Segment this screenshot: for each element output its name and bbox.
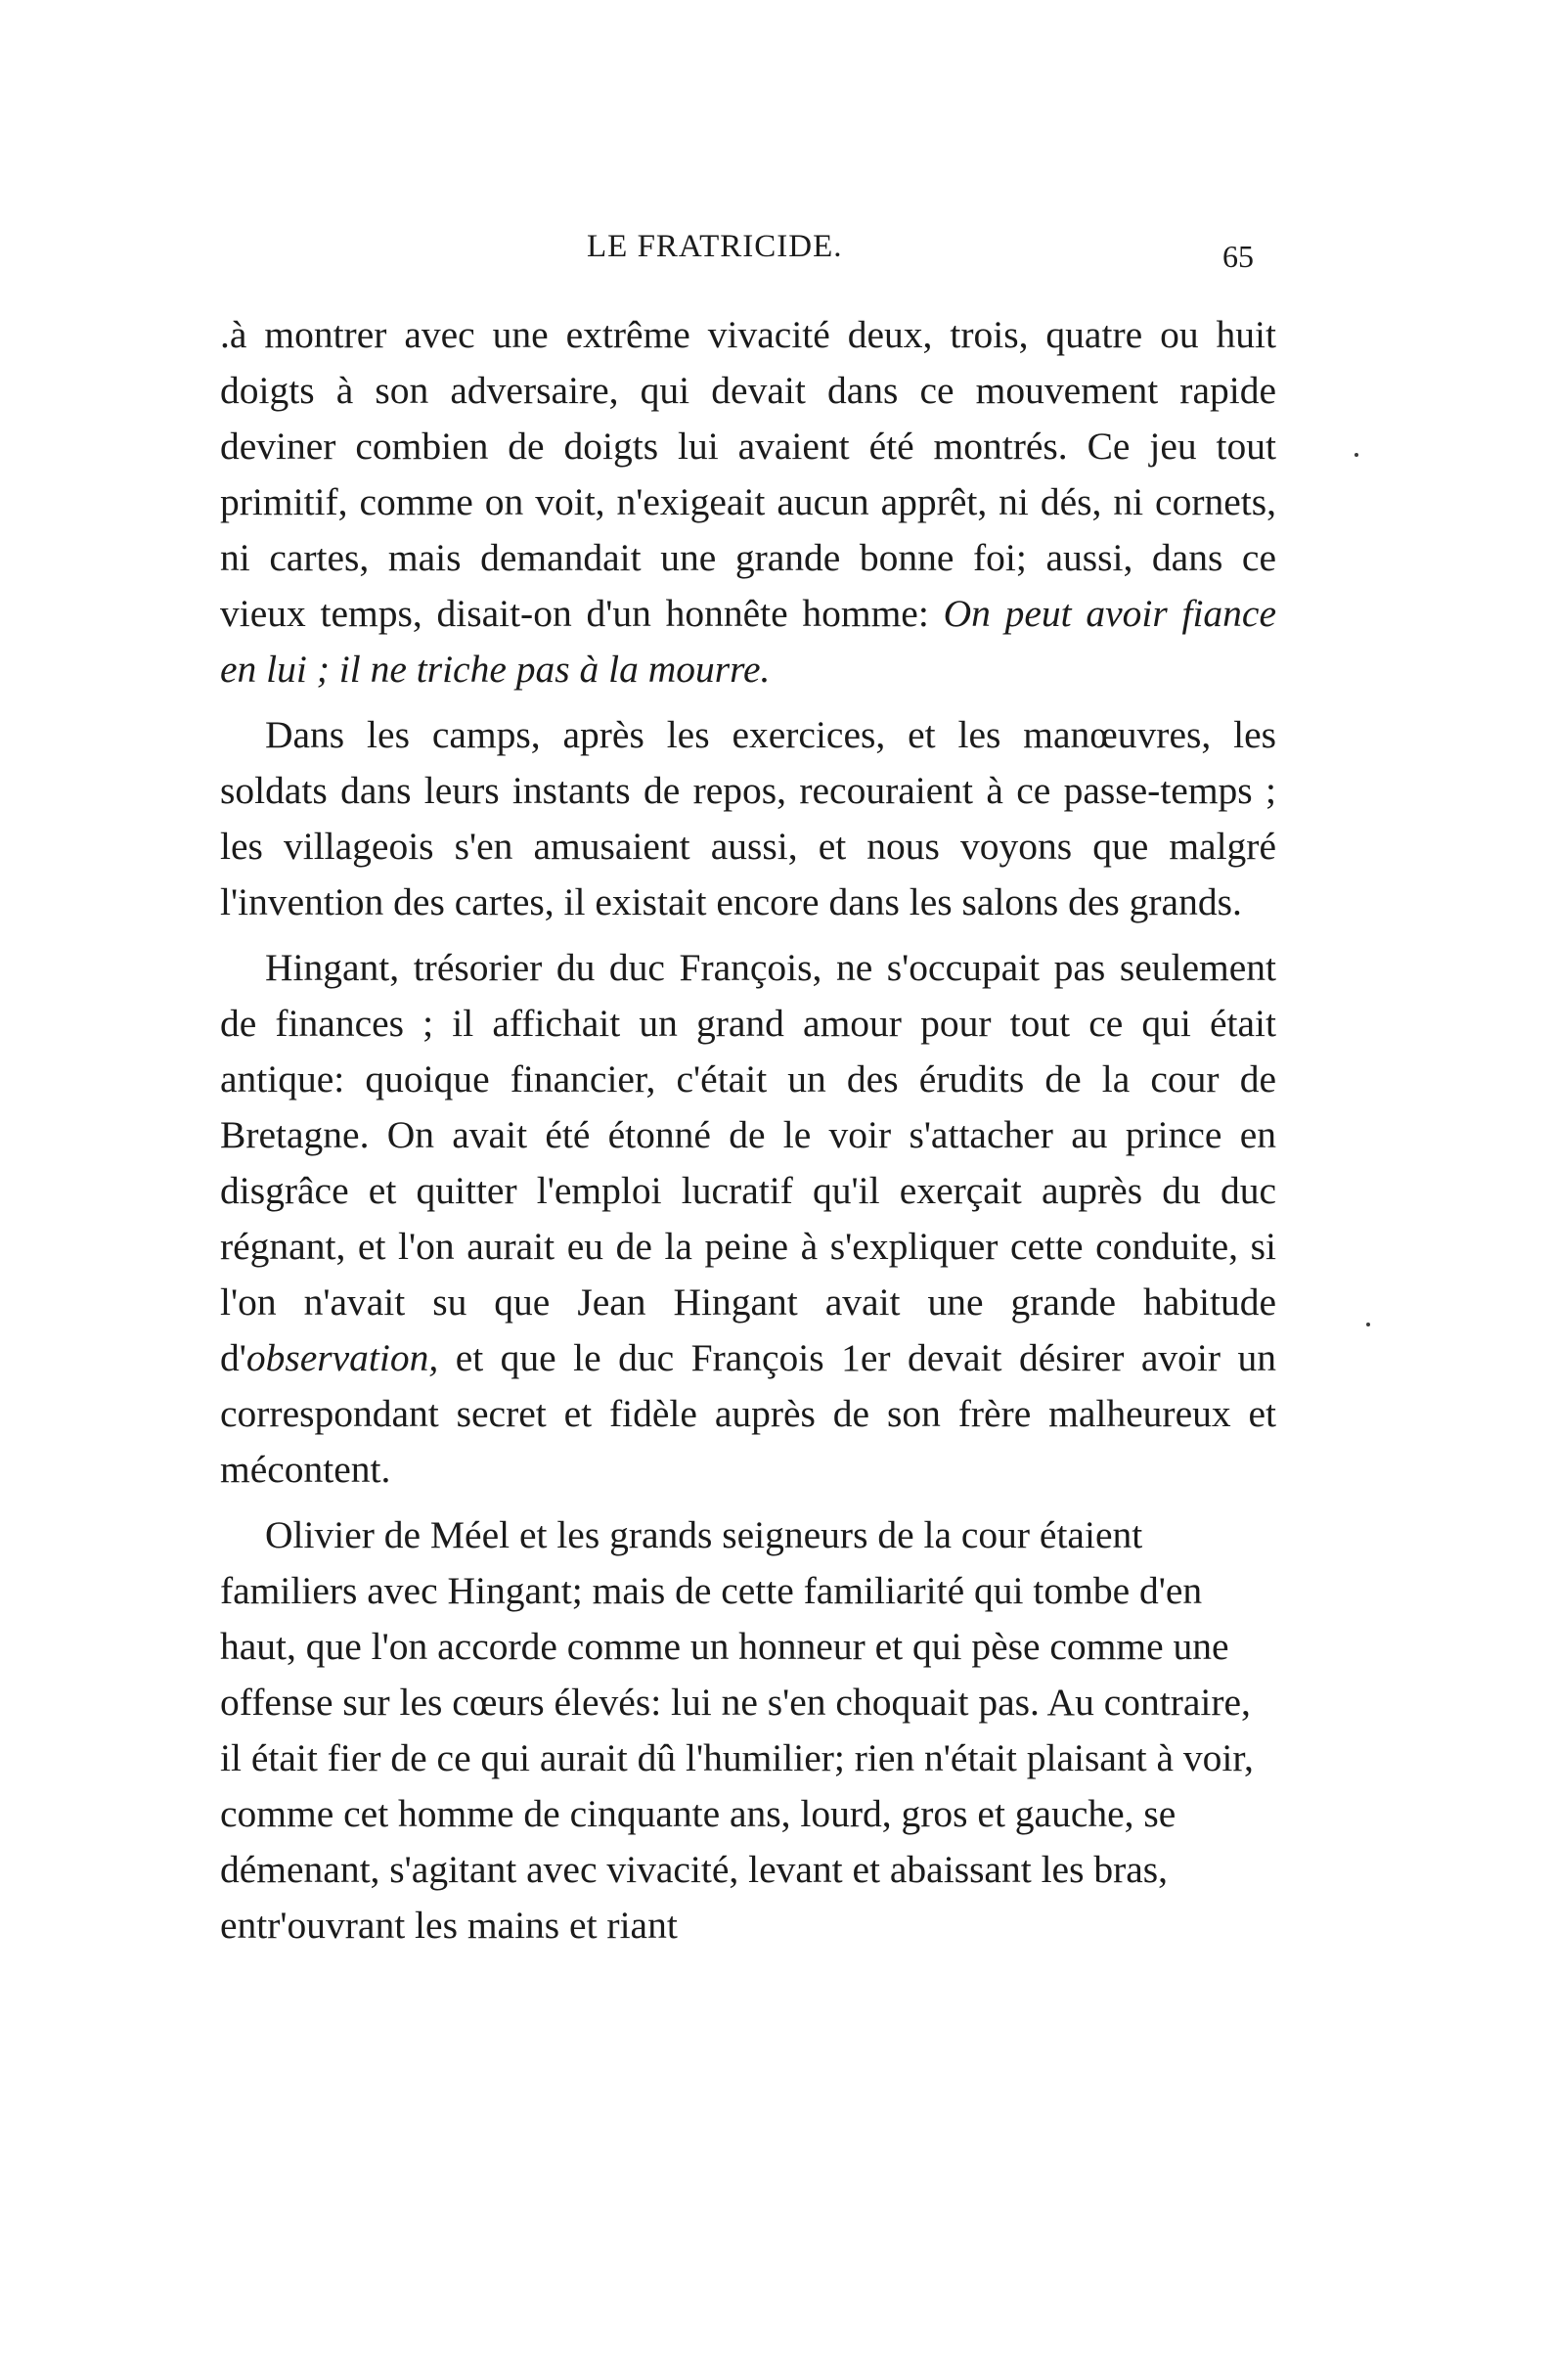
observation-italic: observation, [245,1336,439,1379]
body-text [220,307,1276,1963]
paragraph-4: Olivier de Méel et les grands seigneurs de la cour étaient familiers avec Hingant; mais de cette familiarité qui tombe d'en haut, que l'on accorde comme un honneur et qui pèse comme une offense sur les cœurs élevés: lui ne s'en choquait pas. Au contraire, il était fier de ce qui aurait dû l'humilier; rien n'était plaisant à voir, comme cet homme de cinquante ans, lourd, gros et gauche, se démenant, s'agitant avec vivacité, levant et abaissant les bras, entr'ouvrant les mains et riant [220,1513,1254,1947]
paragraph-1-text: .à montrer avec une extrême vivacité deux, trois, quatre ou huit doigts à son adversaire, qui devait dans ce mouvement rapide deviner combien de doigts lui avaient été montrés. Ce jeu tout primitif, comme on voit, n'exigeait aucun apprêt, ni dés, ni cornets, ni cartes, mais demandait une grande bonne foi; aussi, dans ce vieux temps, disait-on d'un honnête homme: [220,313,1276,635]
running-title: LE FRATRICIDE. [587,229,843,264]
scan-speck [1366,1323,1370,1326]
paragraph-2: Dans les camps, après les exercices, et les manœuvres, les soldats dans leurs instants de repos, recouraient à ce passe-temps ; les villageois s'en amusaient aussi, et nous voyons que malgré l'invention des cartes, il existait encore dans les salons des grands. [220,713,1276,923]
paragraph-3 [220,940,1276,1498]
paragraph-1 [220,307,1276,697]
paragraph-3-text-end: et que le duc François 1er devait désirer avoir un correspondant secret et fidèle auprès de son frère malheureux et mécontent. [220,1336,1276,1491]
scan-speck [1354,453,1358,457]
paragraph-3-text-start: Hingant, trésorier du duc François, ne s'occupait pas seulement de finances ; il affichait un grand amour pour tout ce qui était antique: quoique financier, c'était un des érudits de la cour de Bretagne. On avait été étonné de le voir s'attacher au prince en disgrâce et quitter l'emploi lucratif qu'il exerçait auprès du duc régnant, et l'on aurait eu de la peine à s'expliquer cette conduite, si l'on n'avait su que Jean Hingant avait une grande habitude d' [220,946,1276,1379]
page-number: 65 [1222,239,1254,274]
proverb-italic: On peut avoir fiance en lui ; il ne triche pas à la mourre. [220,592,1276,691]
